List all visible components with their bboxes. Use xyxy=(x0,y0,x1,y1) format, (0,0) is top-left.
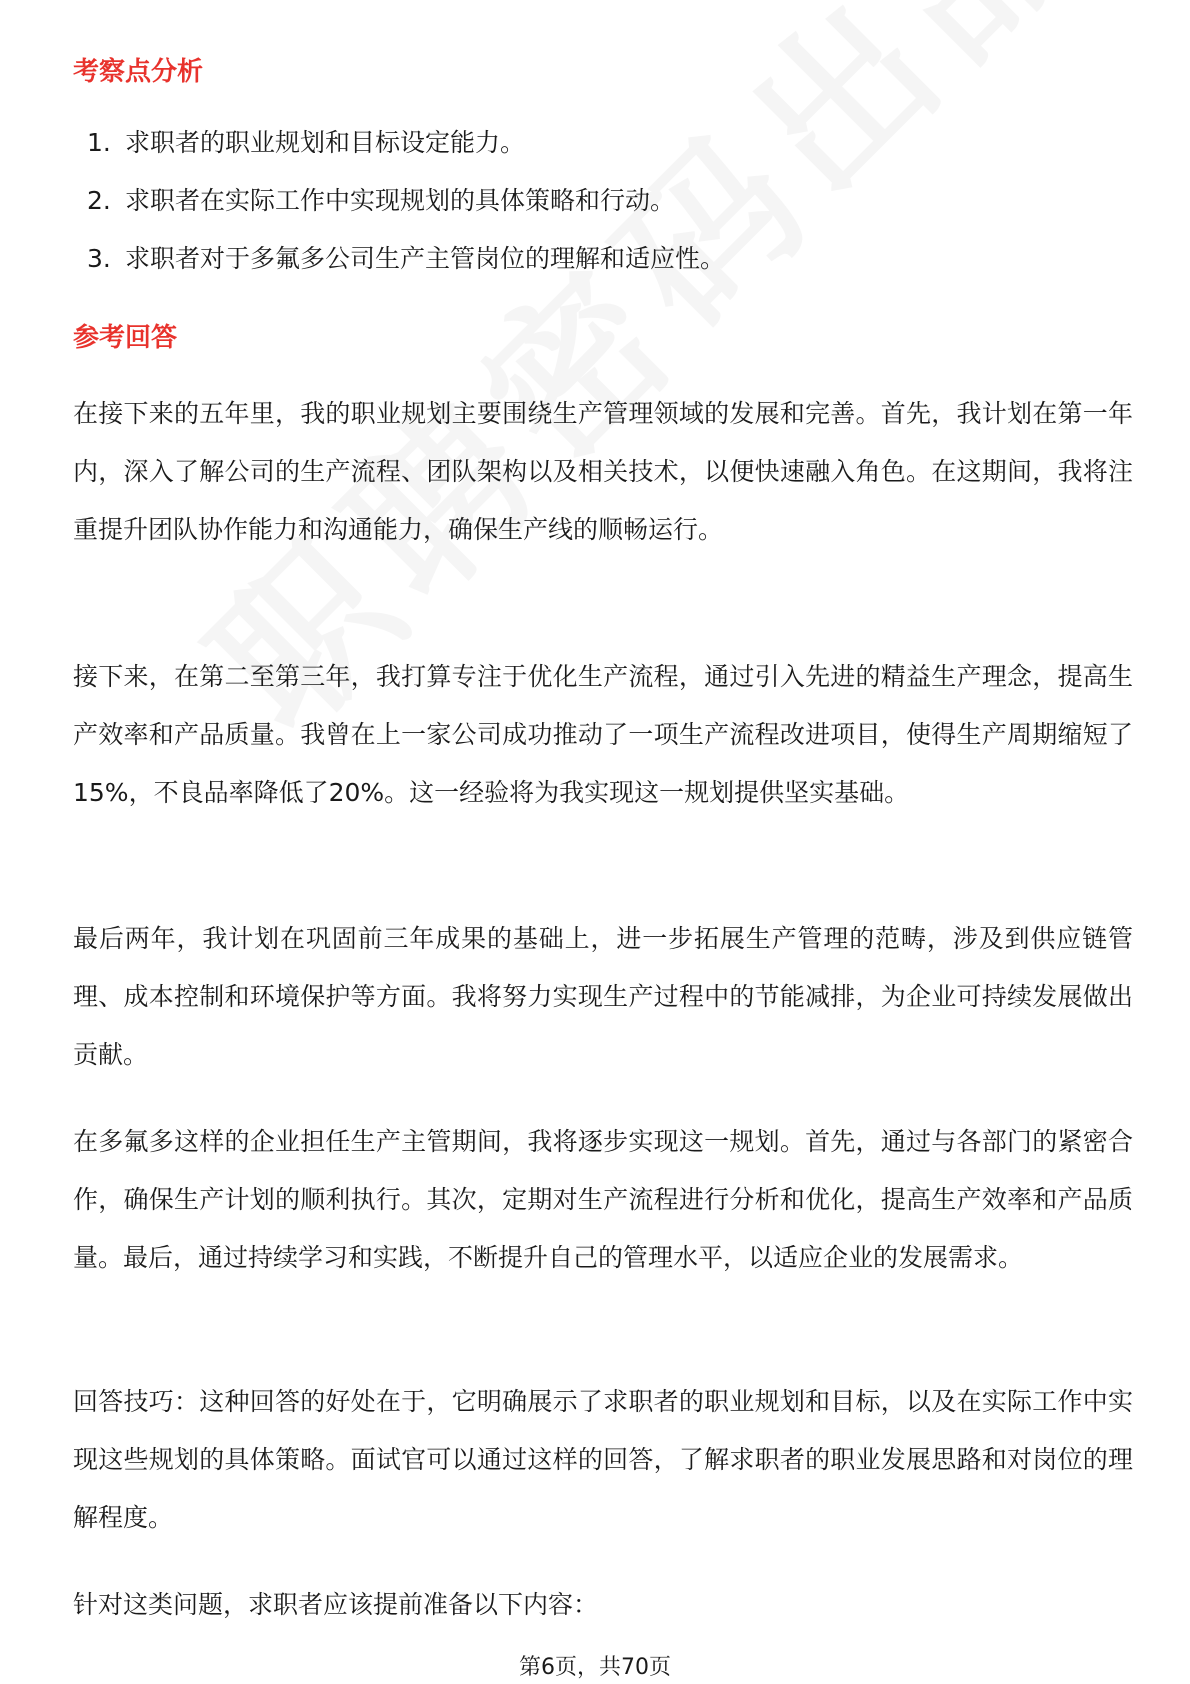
list-number: 2. xyxy=(87,186,111,215)
list-number: 1. xyxy=(87,128,111,157)
paragraph-plan-second-third-year: 接下来，在第二至第三年，我打算专注于优化生产流程，通过引入先进的精益生产理念，提高生产效率和产品质量。我曾在上一家公司成功推动了一项生产流程改进项目，使得生产周期缩短了15%，不良品率降低了20%。这一经验将为我实现这一规划提供坚实基础。 xyxy=(73,662,1133,807)
list-number: 3. xyxy=(87,244,111,273)
analysis-list xyxy=(87,125,725,299)
answer-heading: 参考回答 xyxy=(73,323,178,353)
analysis-heading: 考察点分析 xyxy=(73,57,204,87)
list-item xyxy=(87,183,725,241)
page-number: 第6页，共70页 xyxy=(519,1655,671,1680)
list-item xyxy=(87,241,725,299)
paragraph-preparation: 针对这类问题，求职者应该提前准备以下内容： xyxy=(73,1590,599,1619)
paragraph-implementation: 在多氟多这样的企业担任生产主管期间，我将逐步实现这一规划。首先，通过与各部门的紧密合作，确保生产计划的顺利执行。其次，定期对生产流程进行分析和优化，提高生产效率和产品质量。最后，通过持续学习和实践，不断提升自己的管理水平，以适应企业的发展需求。 xyxy=(73,1127,1133,1272)
list-item xyxy=(87,125,725,183)
paragraph-answer-tips: 回答技巧：这种回答的好处在于，它明确展示了求职者的职业规划和目标，以及在实际工作中实现这些规划的具体策略。面试官可以通过这样的回答，了解求职者的职业发展思路和对岗位的理解程度。 xyxy=(73,1387,1133,1532)
list-text: 求职者在实际工作中实现规划的具体策略和行动。 xyxy=(125,186,676,215)
list-text: 求职者的职业规划和目标设定能力。 xyxy=(125,128,526,157)
list-text: 求职者对于多氟多公司生产主管岗位的理解和适应性。 xyxy=(125,244,726,273)
paragraph-plan-last-two-years: 最后两年，我计划在巩固前三年成果的基础上，进一步拓展生产管理的范畴，涉及到供应链管理、成本控制和环境保护等方面。我将努力实现生产过程中的节能减排，为企业可持续发展做出贡献。 xyxy=(73,924,1133,1069)
paragraph-plan-first-year: 在接下来的五年里，我的职业规划主要围绕生产管理领域的发展和完善。首先，我计划在第一年内，深入了解公司的生产流程、团队架构以及相关技术，以便快速融入角色。在这期间，我将注重提升团队协作能力和沟通能力，确保生产线的顺畅运行。 xyxy=(73,399,1133,544)
